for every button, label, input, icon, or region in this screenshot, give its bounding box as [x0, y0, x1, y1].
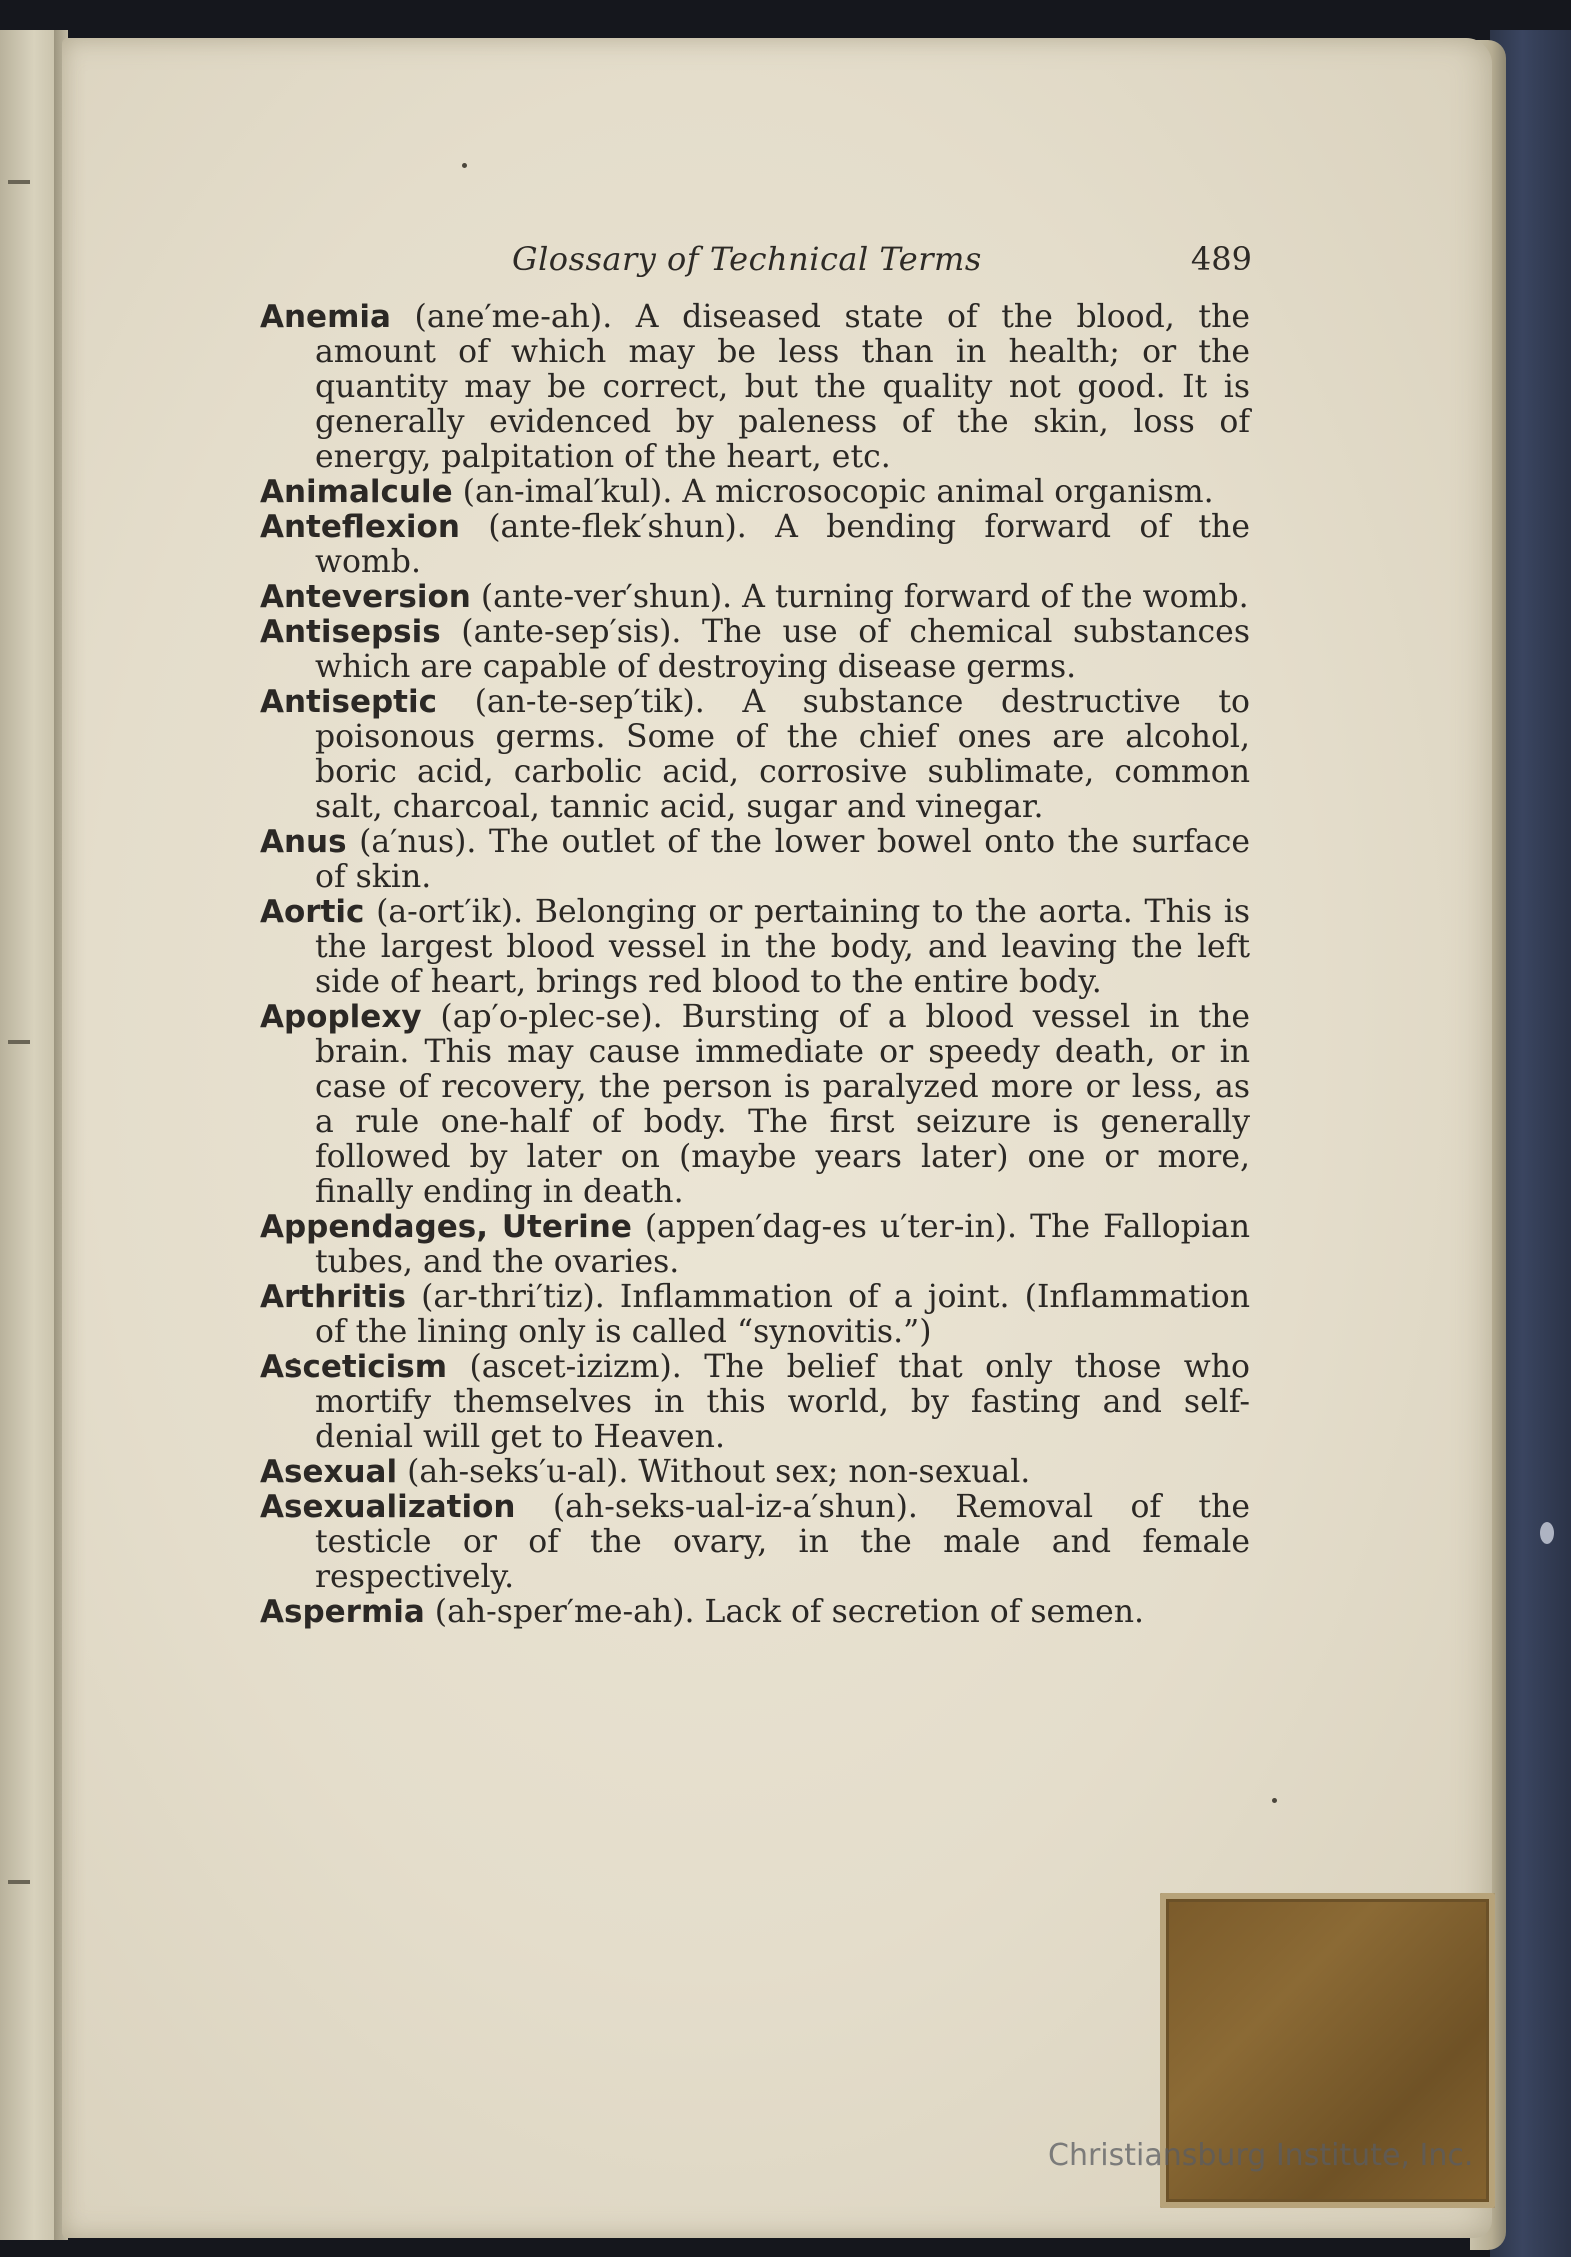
glossary-definition: (ante-sep′sis). The use of chemical substances which are capable of destroying disease germs.: [315, 614, 1250, 685]
glossary-term: Anemia: [260, 299, 391, 335]
glossary-definition: (ah-sper′me-ah). Lack of secretion of semen.: [424, 1594, 1145, 1630]
glossary-definition: (ante-ver′shun). A turning forward of the womb.: [470, 579, 1249, 615]
glossary-term: Anteversion: [260, 579, 471, 615]
header-title: Glossary of Technical Terms: [512, 240, 982, 278]
glossary-entry: [260, 1595, 1250, 1630]
watermark: Christiansburg Institute, Inc.: [1048, 2138, 1474, 2173]
glossary-definition: (ascet-izizm). The belief that only those who mortify themselves in this world, by fasting and self-denial will get to Heaven.: [315, 1349, 1250, 1455]
paper-speck: [462, 163, 467, 168]
glossary-term: Arthritis: [260, 1279, 406, 1315]
page-number: 489: [1190, 240, 1252, 278]
glossary-term: Antiseptic: [260, 684, 437, 720]
glossary-term: Apoplexy: [260, 999, 422, 1035]
glossary-entry: [260, 580, 1250, 615]
glossary-entry: [260, 475, 1250, 510]
glossary-term: Anus: [260, 824, 347, 860]
glossary-entry: [260, 1455, 1250, 1490]
glossary-term: Aortic: [260, 894, 365, 930]
glossary-definition: (ane′me-ah). A diseased state of the blood, the amount of which may be less than in health; or the quantity may be correct, but the quality not good. It is generally evidenced by paleness of the skin, loss of energy, palpitation of the heart, etc.: [315, 299, 1250, 475]
cover-mark: [1540, 1522, 1554, 1544]
running-header: [512, 240, 1252, 280]
glossary-entry: [260, 1280, 1250, 1350]
paper-speck: [1272, 1798, 1277, 1803]
glossary-term: Asceticism: [260, 1349, 448, 1385]
glossary-entry: [260, 1210, 1250, 1280]
glossary-definition: (an-te-sep′tik). A substance destructive to poisonous germs. Some of the chief ones are alcohol, boric acid, carbolic acid, corrosive sublimate, common salt, charcoal, tannic acid, sugar and vinegar.: [315, 684, 1250, 825]
glossary-definition: (a′nus). The outlet of the lower bowel onto the surface of skin.: [315, 824, 1250, 895]
left-page-edge: [0, 30, 62, 2240]
binding-stitch: [8, 180, 30, 184]
glossary-term: Antisepsis: [260, 614, 441, 650]
glossary-definition: (ar-thri′tiz). Inflammation of a joint. (Inflammation of the lining only is called “synovitis.”): [315, 1279, 1250, 1350]
glossary-definition: (an-imal′kul). A microsocopic animal organism.: [452, 474, 1214, 510]
glossary-term: Aspermia: [260, 1594, 425, 1630]
binding-stitch: [8, 1880, 30, 1884]
glossary-term: Animalcule: [260, 474, 453, 510]
glossary-definition: (ah-seks-ual-iz-a′shun). Removal of the testicle or of the ovary, in the male and female respectively.: [315, 1489, 1250, 1595]
glossary-term: Asexual: [260, 1454, 398, 1490]
glossary-entry: [260, 615, 1250, 685]
glossary-entry: [260, 1490, 1250, 1595]
glossary-definition: (ap′o-plec-se). Bursting of a blood vessel in the brain. This may cause immediate or speedy death, or in case of recovery, the person is paralyzed more or less, as a rule one-half of body. The first seizure is generally followed by later on (maybe years later) one or more, finally ending in death.: [315, 999, 1250, 1210]
glossary-definition: (a-ort′ik). Belonging or pertaining to the aorta. This is the largest blood vessel in the body, and leaving the left side of heart, brings red blood to the entire body.: [315, 894, 1250, 1000]
glossary-entry: [260, 1000, 1250, 1210]
glossary-entry: [260, 895, 1250, 1000]
glossary-term: Asexualization: [260, 1489, 516, 1525]
binding-stitch: [8, 1040, 30, 1044]
glossary-entry: [260, 825, 1250, 895]
glossary-entry: [260, 300, 1250, 475]
glossary-definition: (ante-flek′shun). A bending forward of the womb.: [315, 509, 1250, 580]
glossary-list: [260, 300, 1250, 1630]
glossary-entry: [260, 1350, 1250, 1455]
glossary-entry: [260, 510, 1250, 580]
glossary-entry: [260, 685, 1250, 825]
glossary-definition: (ah-seks′u-al). Without sex; non-sexual.: [397, 1454, 1031, 1490]
glossary-term: Appendages, Uterine: [260, 1209, 632, 1245]
glossary-term: Anteflexion: [260, 509, 460, 545]
glossary-definition: (appen′dag-es u′ter-in). The Fallopian tubes, and the ovaries.: [315, 1209, 1250, 1280]
